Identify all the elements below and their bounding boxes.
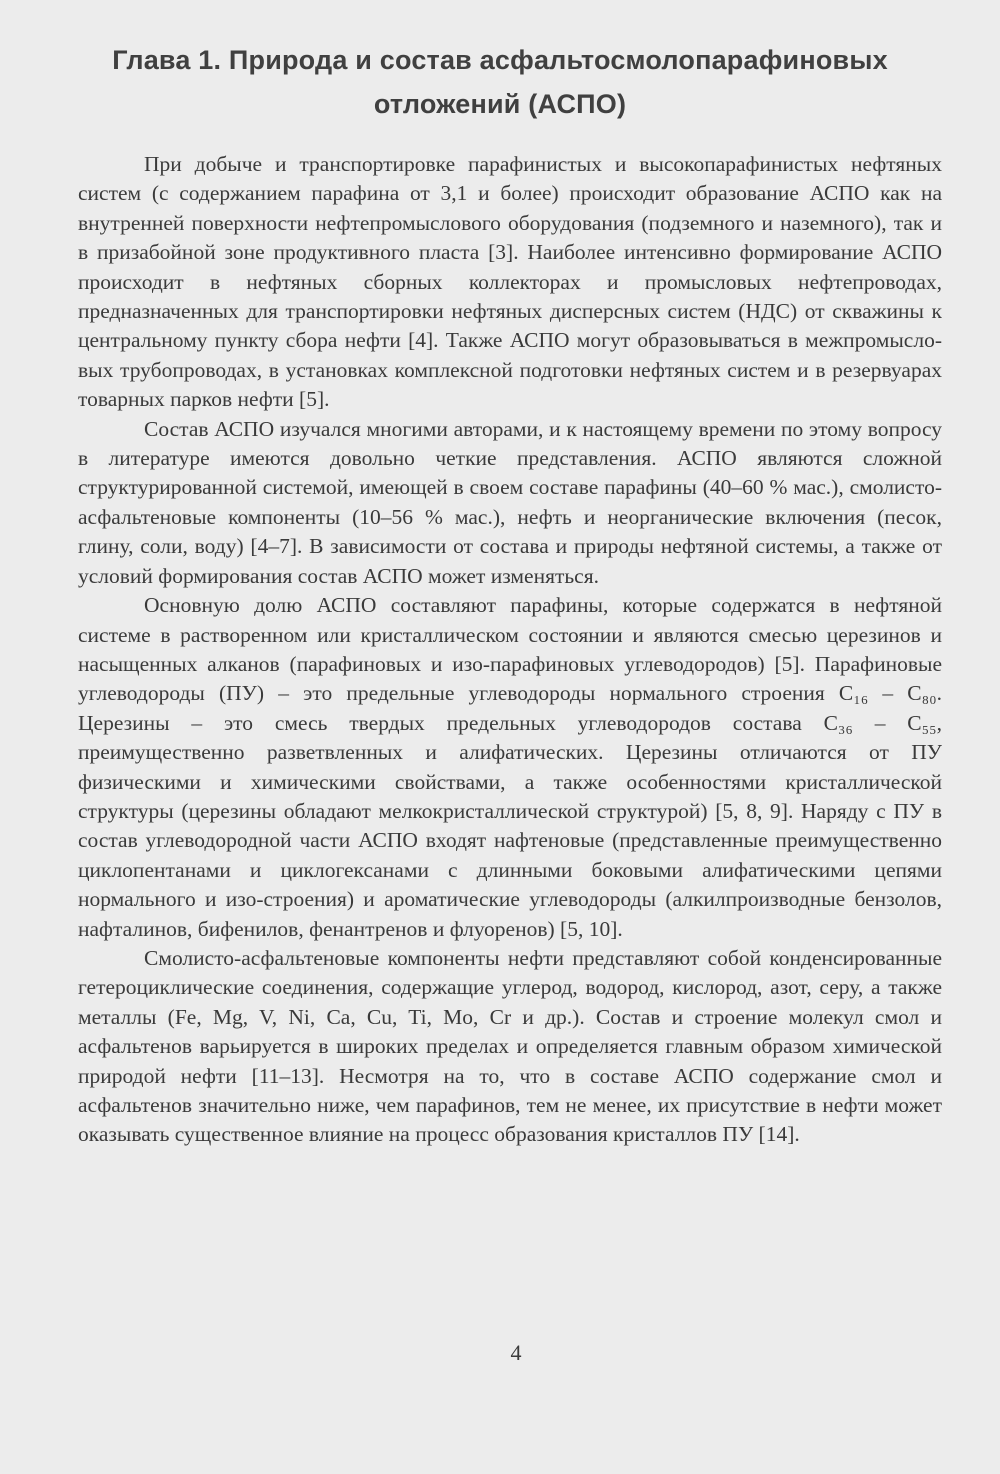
paragraph-deposition-sites: При добыче и транспортировке парафинистых и высокопарафинистых нефтяных систем (с содержанием парафина от 3,1 и более) происходит образование АСПО как на внутренней поверхности нефтепромыслового оборудования (подземного и наземного), так и в призабойной зоне продуктивного пласта [3]. Наиболее интенсивно формирование АСПО происходит в нефтяных сборных коллекторах и промысловых нефтепроводах, предназначенных для транспортировки нефтяных дисперсных систем (НДС) от скважины к центральному пункту сбора нефти [4]. Также АСПО могут образовываться в межпромысловых трубопроводах, в установках комплексной подготовки нефтяных систем и в резервуарах товарных парков нефти [5].: [78, 152, 942, 412]
paragraph-resins-asphaltenes: Смолисто-асфальтеновые компоненты нефти представляют собой конденсированные гетероциклические соединения, содержащие углерод, водород, кислород, азот, серу, а также металлы (Fe, Mg, V, Ni, Ca, Cu, Ti, Mo, Cr и др.). Состав и строение молекул смол и асфальтенов варьируется в широких пределах и определяется главным образом химической природой нефти [11–13]. Несмотря на то, что в составе АСПО содержание смол и асфальтенов значительно ниже, чем парафинов, тем не менее, их присутствие в нефти может оказывать существенное влияние на процесс образования кристаллов ПУ [14].: [78, 945, 942, 1147]
page-number: 4: [510, 1340, 522, 1365]
chapter-body: [78, 150, 942, 1150]
chapter-title-line-2: отложений (АСПО): [373, 89, 627, 119]
chapter-title: [60, 38, 940, 126]
chapter-title-line-1: Глава 1. Природа и состав асфальтосмолопарафиновых: [112, 45, 888, 75]
paragraph-aspo-composition: Состав АСПО изучался многими авторами, и к настоящему времени по этому вопросу в литературе имеются довольно четкие представления. АСПО являются сложной структурированной системой, имеющей в своем составе парафины (40–60 % мас.), смолисто-асфальтеновые компоненты (10–56 % мас.), нефть и неорганические включения (песок, глину, соли, воду) [4–7]. В зависимости от состава и природы нефтяной системы, а также от условий формирования состав АСПО может изменяться.: [78, 416, 942, 588]
paragraph-paraffins: Основную долю АСПО составляют парафины, которые содержатся в нефтяной системе в растворенном или кристаллическом состоянии и являются смесью церезинов и насыщенных алканов (парафиновых и изо-парафиновых углеводородов) [5]. Парафиновые углеводороды (ПУ) – это предельные углеводороды нормального строения C₁₆ – C₈₀. Церезины – это смесь твердых предельных углеводородов состава C₃₆ – C₅₅, преимущественно разветвленных и алифатических. Церезины отличаются от ПУ физическими и химическими свойствами, а также особенностями кристаллической структуры (церезины обладают мелкокристаллической структурой) [5, 8, 9]. Наряду с ПУ в состав углеводородной части АСПО входят нафтеновые (представленные преимущественно циклопентанами и циклогексанами с длинными боковыми алифатическими цепями нормального и изо-строения) и ароматические углеводороды (алкилпроизводные бензолов, нафталинов, бифенилов, фенантренов и флуоренов) [5, 10].: [78, 593, 942, 941]
